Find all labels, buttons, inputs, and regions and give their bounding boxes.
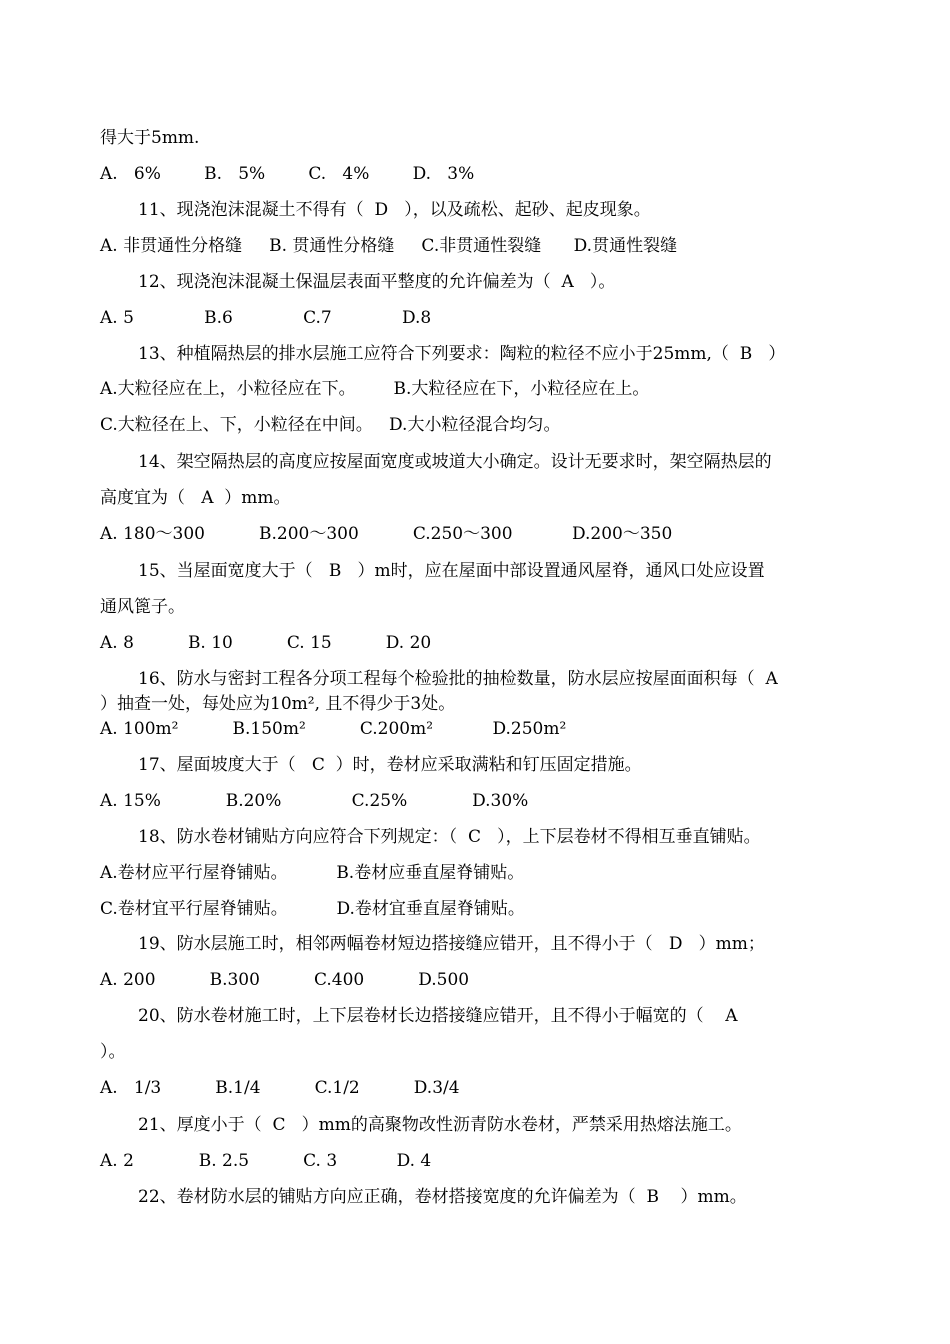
- options-line: A. 15% B.20% C.25% D.30%: [100, 791, 529, 811]
- question-20: 20、防水卷材施工时，上下层卷材长边搭接缝应错开，且不得小于幅宽的（ A: [138, 1006, 738, 1026]
- options-line: A.卷材应平行屋脊铺贴。 B.卷材应垂直屋脊铺贴。: [100, 863, 525, 883]
- question-12: 12、现浇泡沫混凝土保温层表面平整度的允许偏差为（ A ）。: [138, 272, 616, 292]
- question-16: 16、防水与密封工程各分项工程每个检验批的抽检数量，防水层应按屋面面积每（ A: [138, 669, 778, 689]
- question-22: 22、卷材防水层的铺贴方向应正确，卷材搭接宽度的允许偏差为（ B ）mm。: [138, 1187, 747, 1207]
- text-line: 高度宜为（ A ）mm。: [100, 488, 291, 508]
- options-line: A.大粒径应在上，小粒径应在下。 B.大粒径应在下，小粒径应在上。: [100, 379, 650, 399]
- options-line: A. 100m² B.150m² C.200m² D.250m²: [100, 719, 567, 739]
- question-13: 13、种植隔热层的排水层施工应符合下列要求：陶粒的粒径不应小于25mm,（ B ）: [138, 344, 786, 364]
- text-line: ）。: [100, 1042, 126, 1062]
- options-line: A. 200 B.300 C.400 D.500: [100, 970, 470, 990]
- question-11: 11、现浇泡沫混凝土不得有（ D ），以及疏松、起砂、起皮现象。: [138, 200, 651, 220]
- options-line: A. 8 B. 10 C. 15 D. 20: [100, 633, 432, 653]
- question-17: 17、屋面坡度大于（ C ）时，卷材应采取满粘和钉压固定措施。: [138, 755, 642, 775]
- text-line: ）抽查一处，每处应为10m², 且不得少于3处。: [100, 694, 456, 714]
- options-line: A. 5 B.6 C.7 D.8: [100, 308, 432, 328]
- question-19: 19、防水层施工时，相邻两幅卷材短边搭接缝应错开，且不得小于（ D ）mm；: [138, 934, 765, 954]
- question-15: 15、当屋面宽度大于（ B ）m时，应在屋面中部设置通风屋脊，通风口处应设置: [138, 561, 765, 581]
- options-line: C.卷材宜平行屋脊铺贴。 D.卷材宜垂直屋脊铺贴。: [100, 899, 525, 919]
- question-18: 18、防水卷材铺贴方向应符合下列规定：（ C ），上下层卷材不得相互垂直铺贴。: [138, 827, 761, 847]
- options-line: A. 2 B. 2.5 C. 3 D. 4: [100, 1151, 432, 1171]
- options-line: A. 180～300 B.200～300 C.250～300 D.200～350: [100, 524, 673, 544]
- text-line: 通风篦子。: [100, 597, 185, 617]
- options-line: A. 6% B. 5% C. 4% D. 3%: [100, 164, 475, 184]
- options-line: A. 非贯通性分格缝 B. 贯通性分格缝 C.非贯通性裂缝 D.贯通性裂缝: [100, 236, 678, 256]
- options-line: A. 1/3 B.1/4 C.1/2 D.3/4: [100, 1078, 460, 1098]
- options-line: C.大粒径在上、下，小粒径在中间。 D.大小粒径混合均匀。: [100, 415, 561, 435]
- text-line: 得大于5mm.: [100, 128, 200, 148]
- question-14: 14、架空隔热层的高度应按屋面宽度或坡道大小确定。设计无要求时，架空隔热层的: [138, 452, 772, 472]
- question-21: 21、厚度小于（ C ）mm的高聚物改性沥青防水卷材，严禁采用热熔法施工。: [138, 1115, 742, 1135]
